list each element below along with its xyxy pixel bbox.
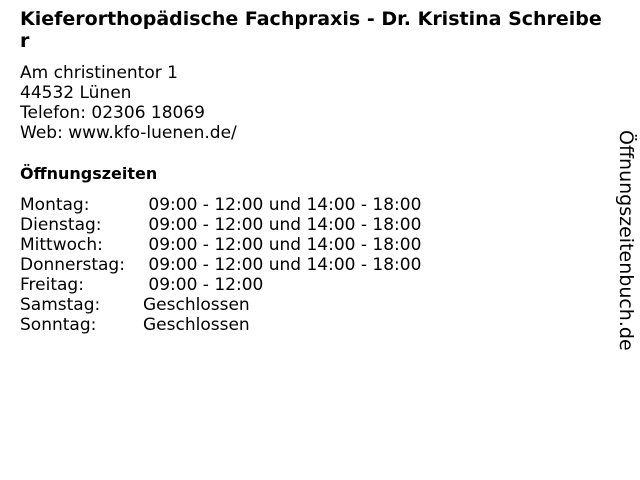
time-value: 09:00 - 12:00 <box>143 275 264 295</box>
street-address: Am christinentor 1 <box>20 63 178 83</box>
hours-row-friday <box>20 275 602 295</box>
hours-row-thursday <box>20 255 602 275</box>
opening-hours-table <box>20 195 602 335</box>
time-value: 09:00 - 12:00 und 14:00 - 18:00 <box>143 215 422 235</box>
hours-row-sunday <box>20 315 602 335</box>
time-value: 09:00 - 12:00 und 14:00 - 18:00 <box>143 255 422 275</box>
hours-row-saturday <box>20 295 602 315</box>
site-watermark: Öffnungszeitenbuch.de <box>615 130 637 351</box>
time-value: Geschlossen <box>143 315 250 335</box>
hours-row-tuesday <box>20 215 602 235</box>
practice-info <box>20 8 602 335</box>
address-block <box>20 63 602 143</box>
day-label: Sonntag: <box>20 315 97 335</box>
hours-row-monday <box>20 195 602 215</box>
day-label: Montag: <box>20 195 90 215</box>
day-label: Donnerstag: <box>20 255 125 275</box>
phone-number: Telefon: 02306 18069 <box>20 103 205 123</box>
city-postcode: 44532 Lünen <box>20 83 132 103</box>
website-link[interactable]: Web: www.kfo-luenen.de/ <box>20 123 237 143</box>
hours-row-wednesday <box>20 235 602 255</box>
day-label: Mittwoch: <box>20 235 103 255</box>
practice-title: Kieferorthopädische Fachpraxis - Dr. Kristina Schreiber <box>20 8 602 52</box>
time-value: 09:00 - 12:00 und 14:00 - 18:00 <box>143 195 422 215</box>
time-value: Geschlossen <box>143 295 250 315</box>
day-label: Dienstag: <box>20 215 102 235</box>
opening-hours-heading: Öffnungszeiten <box>20 164 158 183</box>
day-label: Samstag: <box>20 295 101 315</box>
time-value: 09:00 - 12:00 und 14:00 - 18:00 <box>143 235 422 255</box>
day-label: Freitag: <box>20 275 84 295</box>
